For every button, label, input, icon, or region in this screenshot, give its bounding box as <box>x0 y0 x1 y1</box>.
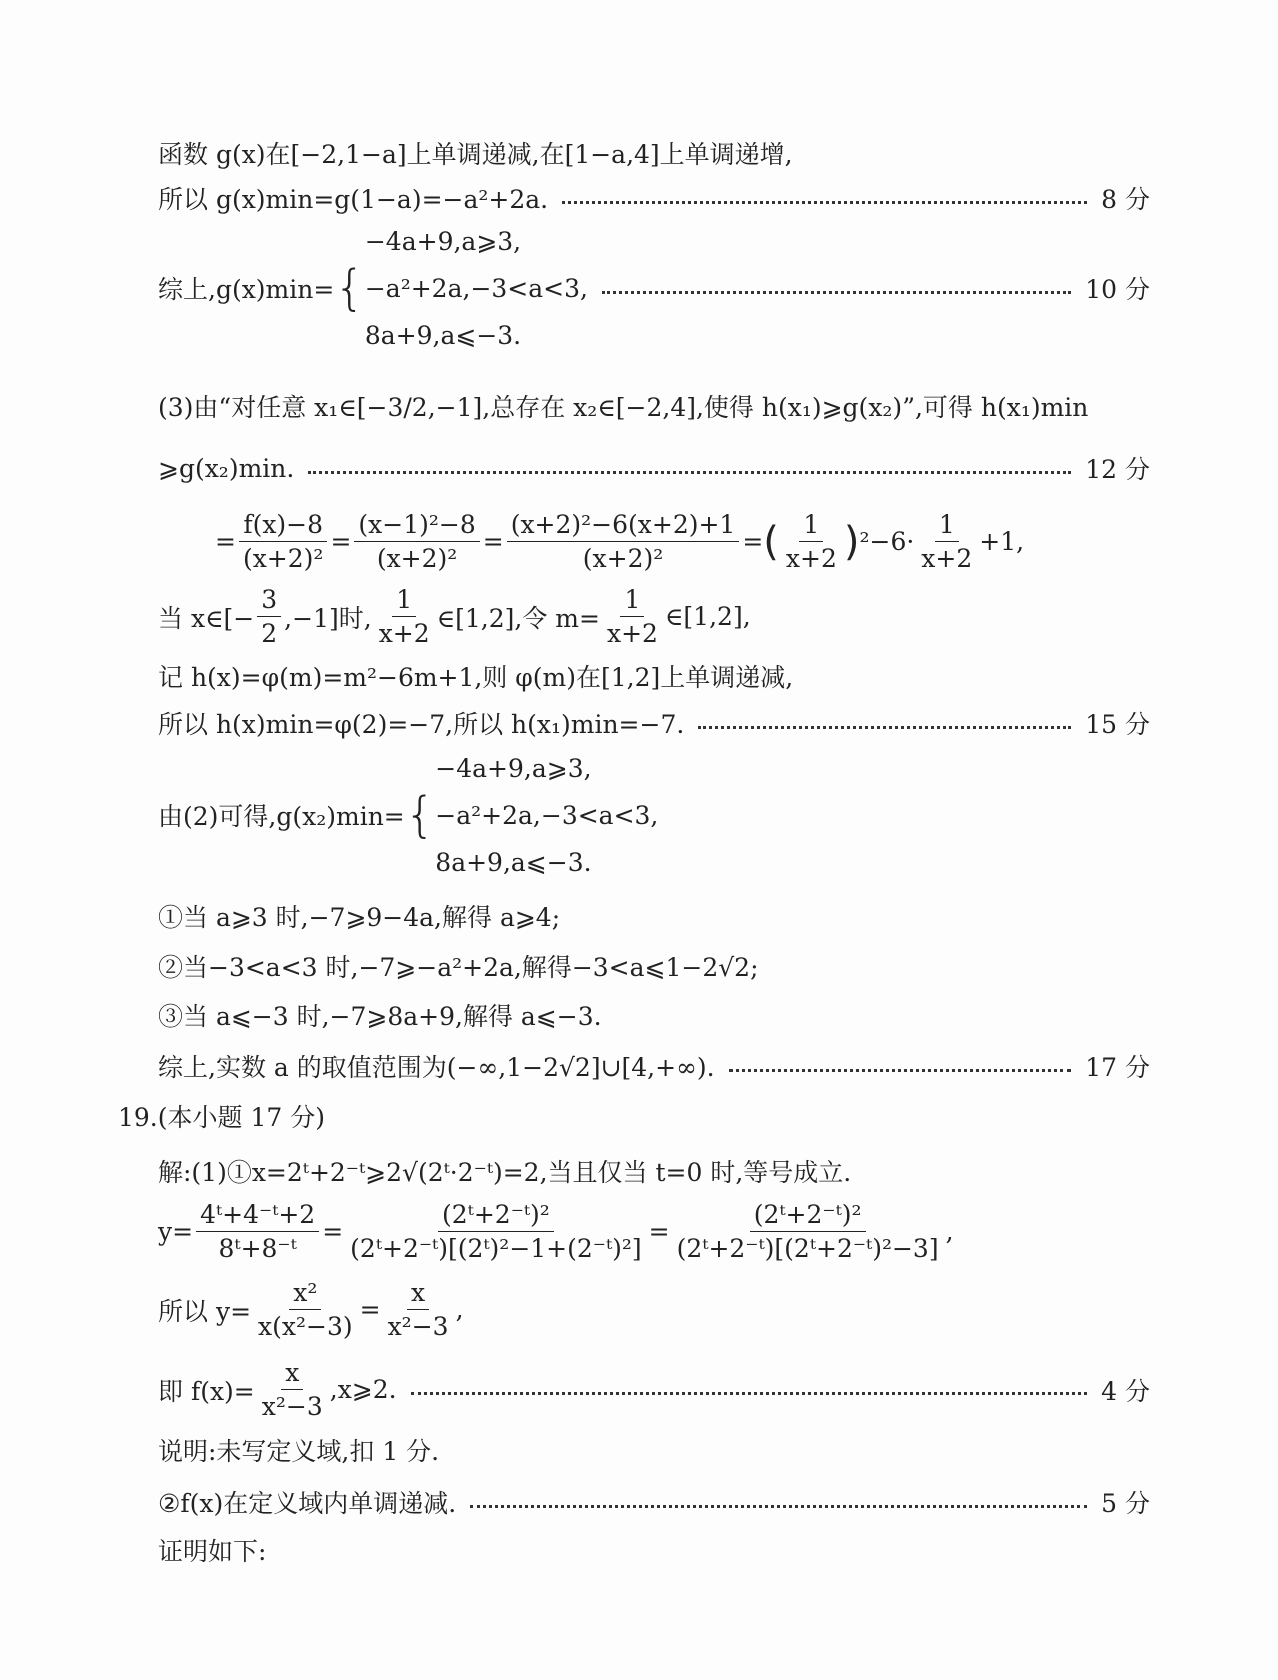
question-header: 19.(本小题 17 分) <box>118 1103 325 1132</box>
right-paren: ) <box>843 518 860 565</box>
text-line: ③当 a⩽−3 时,−7⩾8a+9,解得 a⩽−3. <box>158 1002 602 1031</box>
left-paren: ( <box>763 518 779 565</box>
text-line: ②当−3<a<3 时,−7⩾−a²+2a,解得−3<a⩽1−2√2; <box>158 953 759 982</box>
text-line: 函数 g(x)在[−2,1−a]上单调递减,在[1−a,4]上单调递增, <box>158 140 793 169</box>
fraction: $\frac{\text{x²}}{\text{x(x²−3)}}$ <box>258 1278 353 1341</box>
text-line: ①当 a⩾3 时,−7⩾9−4a,解得 a⩾4; <box>158 903 561 932</box>
fraction: $\frac{x}{\text{x²−3}}$ <box>261 1358 323 1421</box>
leader-dots <box>729 1069 1072 1072</box>
leader-dots <box>411 1392 1088 1395</box>
fraction: $\frac{\text{(x+2)²−6(x+2)+1}}{\text{(x+2)²}}$ <box>507 510 740 573</box>
scored-line: ②f(x)在定义域内单调递减. 5 分 <box>158 1484 1150 1520</box>
fraction: $\frac{1}{x+2}$ <box>606 585 658 648</box>
math-line: y= $\frac{\text{4ᵗ+4⁻ᵗ+2}}{\text{8ᵗ+8⁻ᵗ}}$ = $\frac{\text{(2ᵗ+2⁻ᵗ)²}}{\text{(2ᵗ+2⁻ᵗ)[(2ᵗ)²−1+(2⁻ᵗ)²]}}$ = $\frac{\text{(2ᵗ+2⁻ᵗ)²}}{\text{(2ᵗ+2⁻ᵗ)[(2ᵗ+2⁻ᵗ)²−3]}}$ , <box>158 1200 954 1263</box>
fraction: $\frac{x}{\text{x²−3}}$ <box>387 1278 449 1341</box>
scored-line: 所以 g(x)min=g(1−a)=−a²+2a. 8 分 <box>158 180 1150 216</box>
text-line: 记 h(x)=φ(m)=m²−6m+1,则 φ(m)在[1,2]上单调递减, <box>158 663 794 692</box>
leader-dots <box>698 726 1071 729</box>
fraction: $\frac{1}{x+2}$ <box>378 585 430 648</box>
scored-line: 即 f(x)= $\frac{x}{\text{x²−3}}$ ,x⩾2. 4 分 <box>158 1358 1150 1421</box>
left-brace: { <box>404 787 436 843</box>
leader-dots <box>602 291 1071 294</box>
fraction: $\frac{1}{x+2}$ <box>785 510 837 573</box>
leader-dots <box>308 471 1071 474</box>
math-line: 所以 y= $\frac{\text{x²}}{\text{x(x²−3)}}$ = $\frac{x}{\text{x²−3}}$ , <box>158 1278 464 1341</box>
fraction: $\frac{\text{(2ᵗ+2⁻ᵗ)²}}{\text{(2ᵗ+2⁻ᵗ)[(2ᵗ)²−1+(2⁻ᵗ)²]}}$ <box>350 1200 642 1263</box>
text-line: 证明如下: <box>158 1537 267 1566</box>
score-label: 17 分 <box>1085 1053 1150 1082</box>
text-line: 说明:未写定义域,扣 1 分. <box>158 1437 440 1466</box>
fraction: $\frac{\text{4ᵗ+4⁻ᵗ+2}}{\text{8ᵗ+8⁻ᵗ}}$ <box>196 1200 319 1263</box>
fraction: $\frac{f(x)-8}{\text{(x+2)²}}$ <box>239 510 327 573</box>
math-line: 当 x∈[− $\frac{3}{2}$ ,−1]时, $\frac{1}{x+2}$ ∈[1,2],令 m= $\frac{1}{x+2}$ ∈[1,2], <box>158 585 751 648</box>
score-label: 15 分 <box>1085 710 1150 739</box>
score-label: 12 分 <box>1085 455 1150 484</box>
score-label: 4 分 <box>1101 1376 1150 1406</box>
leader-dots <box>562 201 1087 204</box>
score-label: 10 分 <box>1085 275 1150 304</box>
score-label: 8 分 <box>1101 185 1150 214</box>
text-line: (3)由“对任意 x₁∈[−3/2,−1],总存在 x₂∈[−2,4],使得 h(x₁)⩾g(x₂)”,可得 h(x₁)min <box>158 393 1089 422</box>
scored-line: ⩾g(x₂)min. 12 分 <box>158 450 1150 486</box>
fraction: $\frac{\text{(x−1)²−8}}{\text{(x+2)²}}$ <box>354 510 479 573</box>
left-brace: { <box>334 260 365 316</box>
scored-line: 综上,实数 a 的取值范围为(−∞,1−2√2]∪[4,+∞). 17 分 <box>158 1048 1150 1084</box>
fraction: $\frac{1}{x+2}$ <box>921 510 973 573</box>
math-line: 由(2)可得,g(x₂)min= { −4a+9,a⩾3, −a²+2a,−3<a<3, 8a+9,a⩽−3. <box>158 753 659 877</box>
text-line: 解:(1)①x=2ᵗ+2⁻ᵗ⩾2√(2ᵗ·2⁻ᵗ)=2,当且仅当 t=0 时,等号成立. <box>158 1158 852 1187</box>
score-label: 5 分 <box>1101 1489 1150 1518</box>
fraction: $\frac{3}{2}$ <box>257 585 281 648</box>
piecewise-cases: −4a+9,a⩾3, −a²+2a,−3<a<3, 8a+9,a⩽−3. <box>435 753 659 877</box>
fraction: $\frac{\text{(2ᵗ+2⁻ᵗ)²}}{\text{(2ᵗ+2⁻ᵗ)[(2ᵗ+2⁻ᵗ)²−3]}}$ <box>676 1200 939 1263</box>
scored-line: 综上,g(x)min= { −4a+9,a⩾3, −a²+2a,−3<a<3, 8a+9,a⩽−3. 10 分 <box>158 226 1150 350</box>
piecewise-cases: −4a+9,a⩾3, −a²+2a,−3<a<3, 8a+9,a⩽−3. <box>364 226 588 350</box>
math-line: = $\frac{f(x)-8}{\text{(x+2)²}}$ = $\frac{\text{(x−1)²−8}}{\text{(x+2)²}}$ = $\frac{\text{(x+2)²−6(x+2)+1}}{\text{(x+2)²}}$ = ( $\frac{1}{x+2}$ ) ²−6· $\frac{1}{x+2}$ +1, <box>215 510 1025 573</box>
scored-line: 所以 h(x)min=φ(2)=−7,所以 h(x₁)min=−7. 15 分 <box>158 705 1150 741</box>
leader-dots <box>470 1505 1087 1508</box>
